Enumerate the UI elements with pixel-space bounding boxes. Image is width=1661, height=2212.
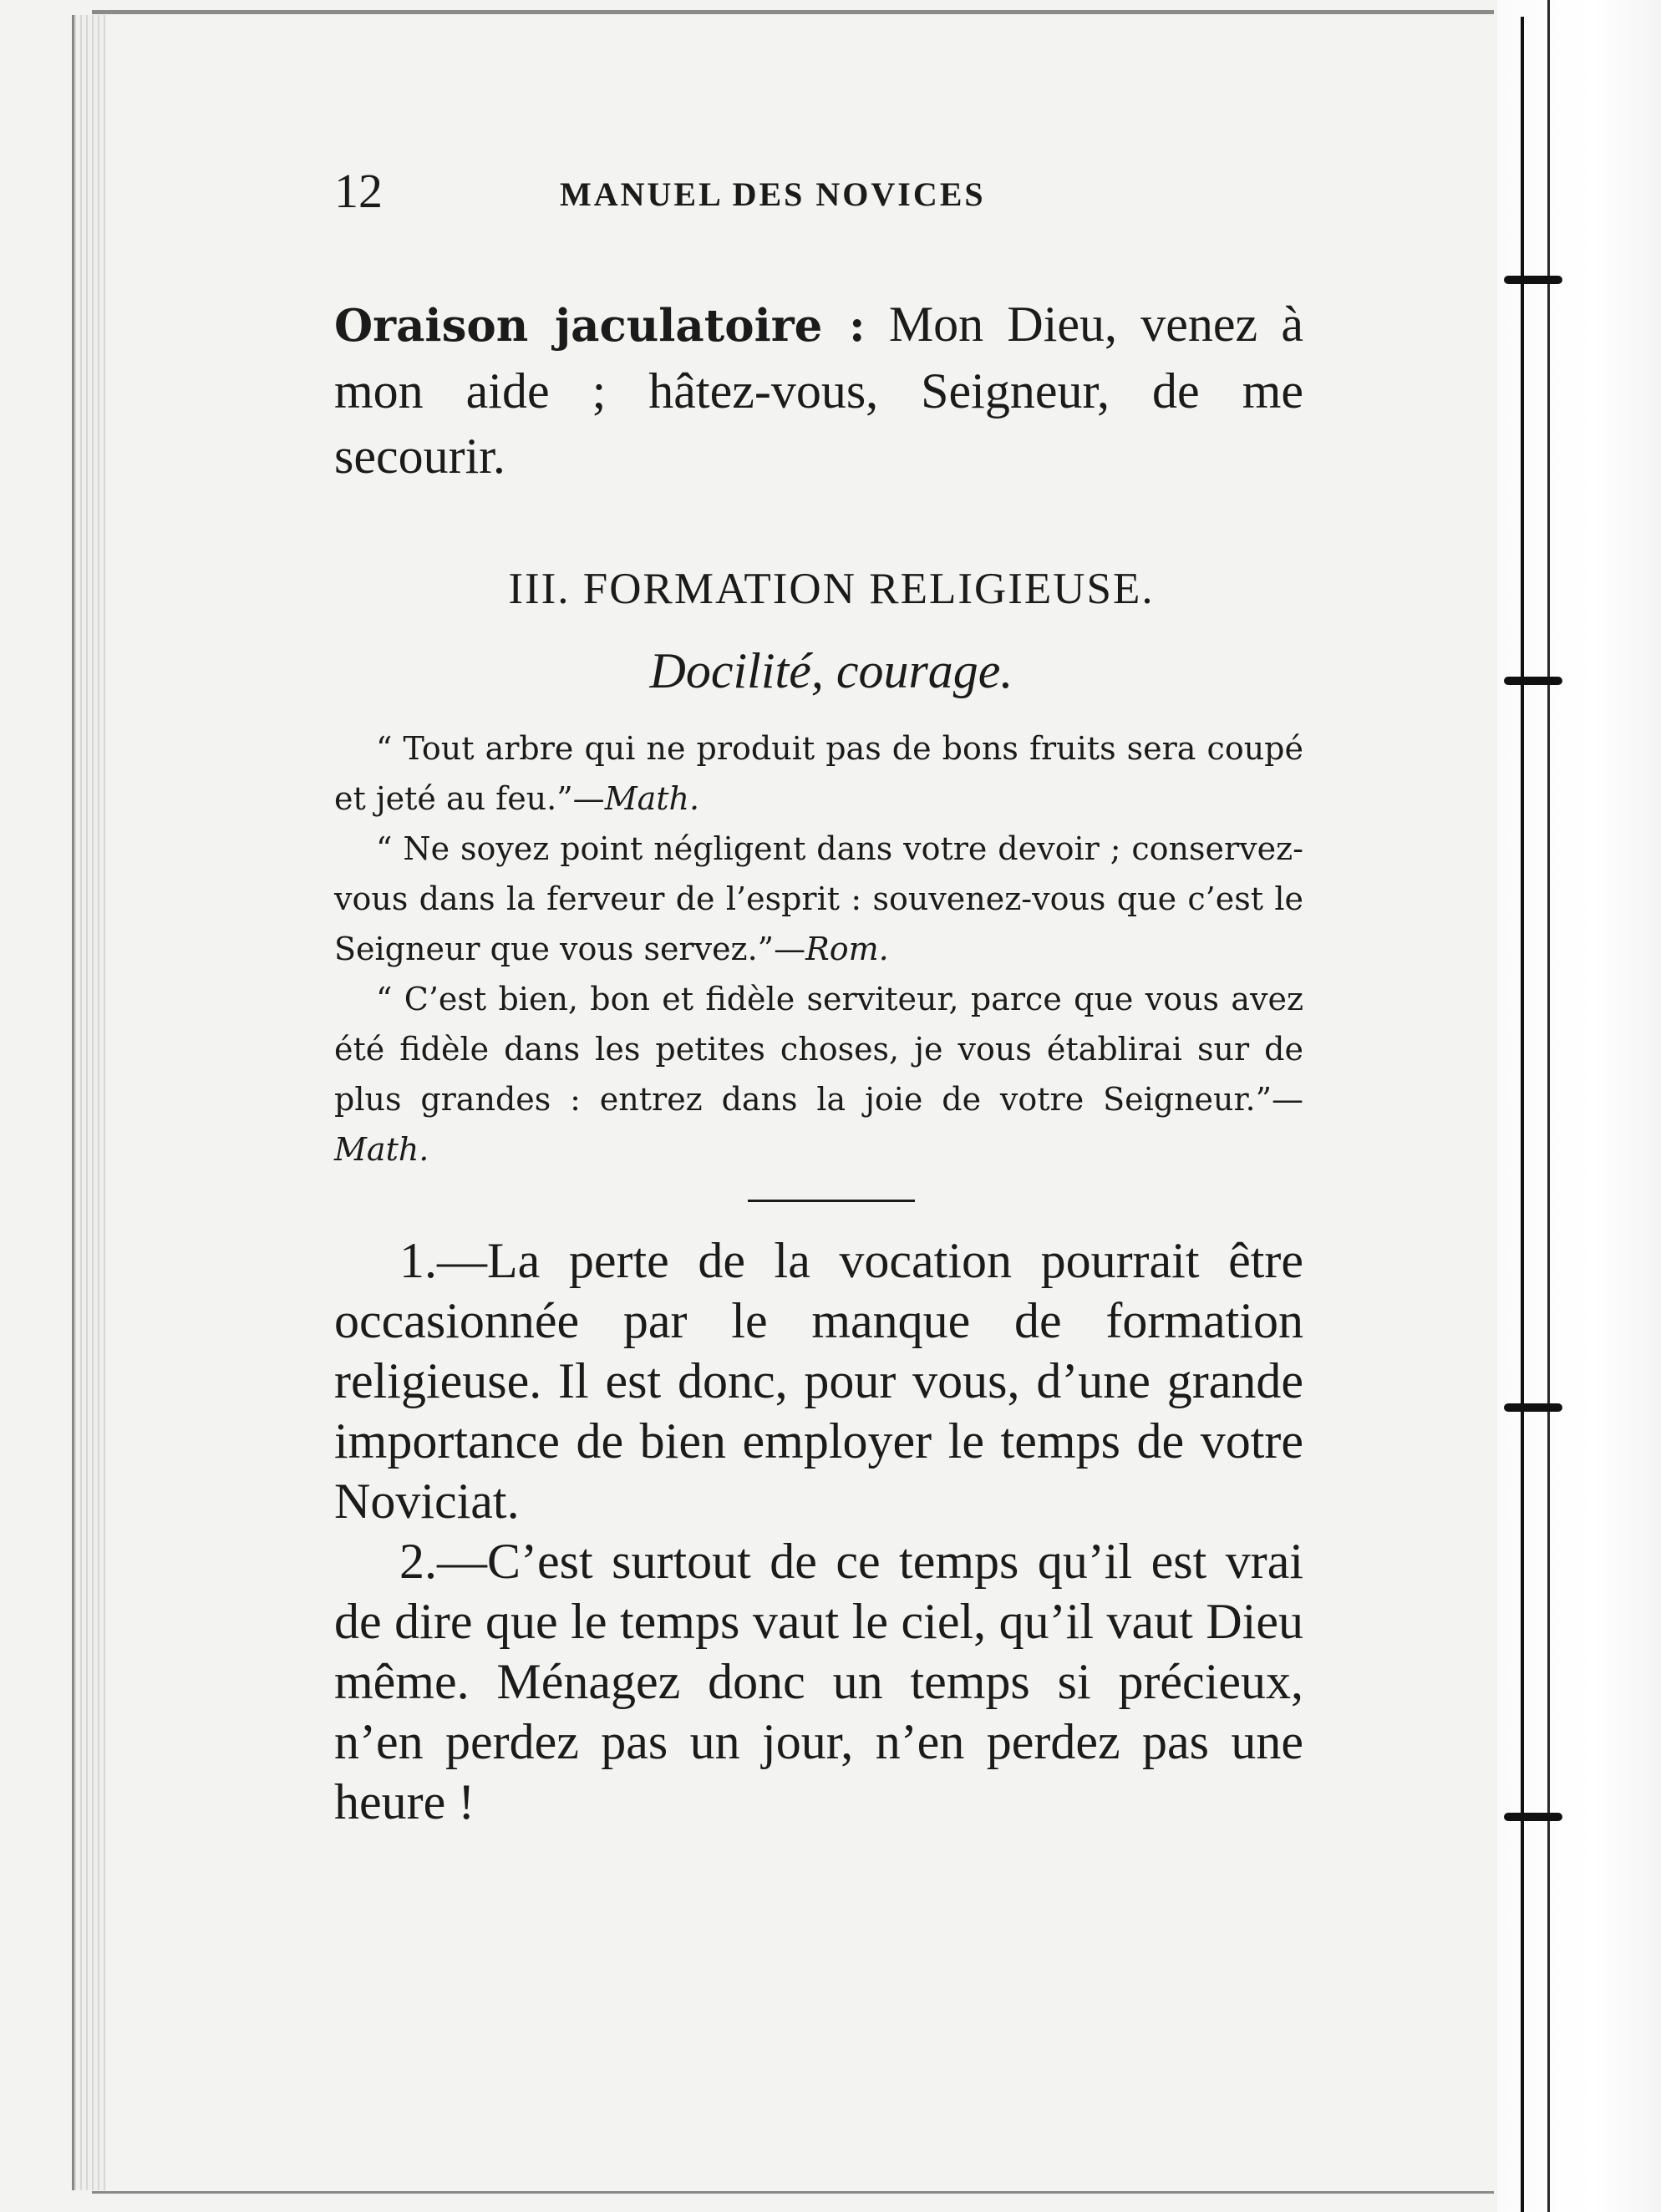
quote-text: “ C’est bien, bon et fidèle serviteur, parce que vous avez été fidèle dans les petites choses, je vous établirai sur de plus grandes : entrez dans la joie de votre Seigneur.”—	[334, 981, 1303, 1118]
prayer-text: Mon Dieu, venez à mon aide ; hâtez-vous, Seigneur, de me secourir.	[334, 297, 1303, 484]
body-text	[334, 1230, 1303, 1832]
paragraph: 1.—La perte de la vocation pourrait être occasionnée par le manque de formation religieuse. Il est donc, pour vous, d’une grande importance de bien employer le temps de votre Noviciat.	[334, 1233, 1303, 1529]
binding-strip	[1497, 0, 1661, 2212]
quote-source: Math.	[334, 1131, 429, 1168]
page-header	[334, 163, 1303, 221]
binding-stitch	[1504, 677, 1562, 685]
paragraph: 2.—C’est surtout de ce temps qu’il est vrai de dire que le temps vaut le ciel, qu’il vaut Dieu même. Ménagez donc un temps si précieux, n’en perdez pas un jour, n’en perdez pas une heure !	[334, 1534, 1303, 1829]
book-page	[334, 163, 1303, 1832]
quote	[334, 824, 1303, 974]
page-top-edge	[92, 10, 1494, 14]
quotes-block	[334, 723, 1303, 1174]
binding-stitch	[1504, 1813, 1562, 1821]
binding-stitch	[1504, 276, 1562, 284]
quote-source: Rom.	[805, 931, 889, 967]
section-subtitle: Docilité, courage.	[649, 643, 1013, 698]
quote	[334, 974, 1303, 1174]
section-title: III. FORMATION RELIGIEUSE.	[508, 565, 1155, 613]
binding-edge-line	[1547, 0, 1550, 2212]
prayer-label: Oraison jaculatoire :	[334, 300, 866, 352]
page-number: 12	[334, 164, 383, 218]
quote-source: Math.	[604, 780, 700, 817]
quote	[334, 723, 1303, 824]
binding-stitch	[1504, 1403, 1562, 1412]
page-stack-edge	[72, 15, 106, 2190]
quote-text: “ Tout arbre qui ne produit pas de bons fruits sera coupé et jeté au feu.”—	[334, 730, 1303, 817]
quote-text: “ Ne soyez point négligent dans votre devoir ; conservez-vous dans la ferveur de l’esprit : souvenez-vous que c’est le Seigneur que vous servez.”—	[334, 830, 1303, 967]
binding-spine-line	[1521, 17, 1524, 2212]
prayer-block	[334, 292, 1303, 489]
running-title: MANUEL DES NOVICES	[560, 175, 986, 213]
page-bottom-edge	[92, 2191, 1494, 2194]
separator-rule	[748, 1200, 915, 1202]
